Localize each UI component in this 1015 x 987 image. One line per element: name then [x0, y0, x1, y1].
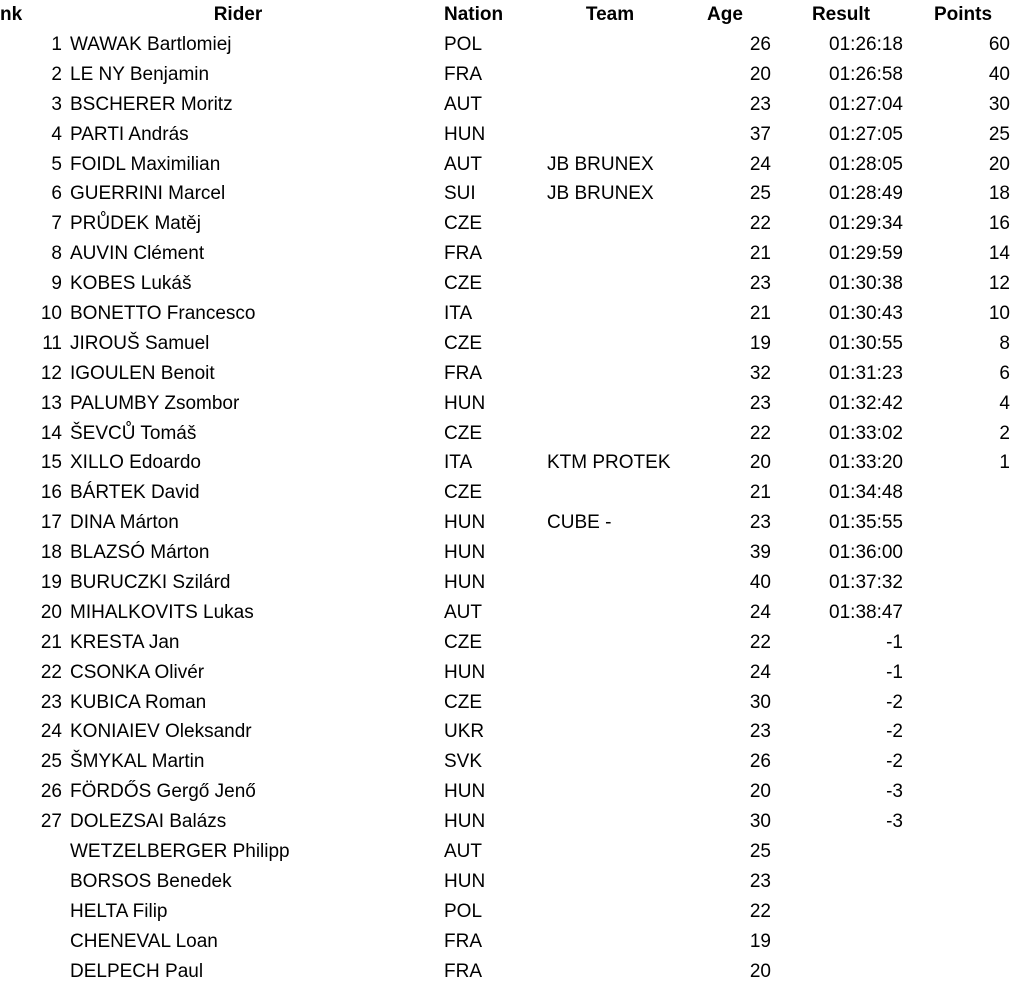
- age-cell: 26: [749, 751, 771, 773]
- rider-cell: KOBES Lukáš: [70, 273, 192, 295]
- rank-cell: 3: [51, 93, 62, 115]
- rider-cell: BLAZSÓ Márton: [70, 542, 210, 564]
- rank-cell: [0, 897, 62, 927]
- rank-cell: 8: [51, 243, 62, 265]
- nation-cell: HUN: [444, 870, 486, 892]
- rank-cell: 20: [40, 601, 62, 623]
- age-cell: 30: [749, 691, 771, 713]
- rider-cell: FOIDL Maximilian: [70, 153, 221, 175]
- team-cell: [547, 329, 707, 359]
- table-row: [0, 419, 1015, 449]
- rider-cell: XILLO Edoardo: [70, 452, 201, 474]
- points-cell: 1: [999, 452, 1010, 474]
- rider-cell: KONIAIEV Oleksandr: [70, 721, 252, 743]
- points-cell: [920, 628, 1010, 658]
- rider-cell: KRESTA Jan: [70, 631, 180, 653]
- rider-cell: MIHALKOVITS Lukas: [70, 601, 254, 623]
- results-table-body: [0, 30, 1015, 987]
- rank-cell: 19: [40, 572, 62, 594]
- rank-cell: 4: [51, 123, 62, 145]
- table-row: [0, 927, 1015, 957]
- rank-cell: 23: [40, 691, 62, 713]
- rider-cell: LE NY Benjamin: [70, 63, 210, 85]
- result-cell: 01:27:04: [829, 93, 903, 115]
- result-cell: -2: [886, 691, 903, 713]
- nation-cell: AUT: [444, 153, 482, 175]
- rider-cell: KUBICA Roman: [70, 691, 207, 713]
- team-cell: [547, 359, 707, 389]
- nation-cell: FRA: [444, 930, 482, 952]
- result-cell: 01:31:23: [829, 362, 903, 384]
- nation-cell: HUN: [444, 811, 486, 833]
- nation-cell: SUI: [444, 183, 476, 205]
- age-cell: 20: [749, 781, 771, 803]
- age-cell: 23: [749, 392, 771, 414]
- table-row: [0, 807, 1015, 837]
- points-cell: 30: [988, 93, 1010, 115]
- age-cell: 23: [749, 93, 771, 115]
- points-cell: [920, 897, 1010, 927]
- age-cell: 30: [749, 811, 771, 833]
- result-cell: -2: [886, 751, 903, 773]
- result-cell: [790, 897, 903, 927]
- rank-cell: 18: [40, 542, 62, 564]
- nation-cell: HUN: [444, 661, 486, 683]
- nation-cell: HUN: [444, 392, 486, 414]
- nation-cell: CZE: [444, 691, 482, 713]
- rider-cell: FÖRDŐS Gergő Jenő: [70, 781, 256, 803]
- table-row: [0, 478, 1015, 508]
- header-points: Points: [933, 4, 993, 25]
- nation-cell: AUT: [444, 601, 482, 623]
- points-cell: [920, 777, 1010, 807]
- points-cell: 8: [999, 332, 1010, 354]
- age-cell: 20: [749, 63, 771, 85]
- nation-cell: SVK: [444, 751, 483, 773]
- rider-cell: JIROUŠ Samuel: [70, 332, 210, 354]
- points-cell: [920, 807, 1010, 837]
- rider-cell: DOLEZSAI Balázs: [70, 811, 227, 833]
- points-cell: 16: [988, 213, 1010, 235]
- table-row: [0, 688, 1015, 718]
- nation-cell: ITA: [444, 452, 473, 474]
- rider-cell: HELTA Filip: [70, 900, 168, 922]
- points-cell: 20: [988, 153, 1010, 175]
- table-row: [0, 777, 1015, 807]
- result-cell: -3: [886, 781, 903, 803]
- age-cell: 25: [749, 841, 771, 863]
- age-cell: 37: [749, 123, 771, 145]
- age-cell: 20: [749, 452, 771, 474]
- team-cell: [547, 807, 707, 837]
- table-row: [0, 957, 1015, 987]
- age-cell: 21: [749, 303, 771, 325]
- rank-cell: [0, 867, 62, 897]
- header-nation: Nation: [444, 4, 504, 25]
- points-cell: 40: [988, 63, 1010, 85]
- points-cell: 2: [999, 422, 1010, 444]
- age-cell: 23: [749, 273, 771, 295]
- points-cell: [920, 598, 1010, 628]
- result-cell: [790, 837, 903, 867]
- team-cell: [547, 628, 707, 658]
- points-cell: [920, 538, 1010, 568]
- rank-cell: 27: [40, 811, 62, 833]
- rank-cell: 5: [51, 153, 62, 175]
- rank-cell: 9: [51, 273, 62, 295]
- points-cell: [920, 508, 1010, 538]
- table-row: [0, 179, 1015, 209]
- team-cell: CUBE -: [547, 512, 612, 534]
- rank-cell: 7: [51, 213, 62, 235]
- rank-cell: 25: [40, 751, 62, 773]
- points-cell: 25: [988, 123, 1010, 145]
- age-cell: 23: [749, 870, 771, 892]
- result-cell: 01:29:34: [829, 213, 903, 235]
- table-row: [0, 897, 1015, 927]
- result-cell: 01:33:20: [829, 452, 903, 474]
- rider-cell: PALUMBY Zsombor: [70, 392, 240, 414]
- table-row: [0, 329, 1015, 359]
- rank-cell: 14: [40, 422, 62, 444]
- points-cell: [920, 747, 1010, 777]
- team-cell: [547, 60, 707, 90]
- rank-cell: 26: [40, 781, 62, 803]
- rank-cell: 6: [51, 183, 62, 205]
- team-cell: [547, 389, 707, 419]
- result-cell: 01:34:48: [829, 482, 903, 504]
- table-row: [0, 60, 1015, 90]
- points-cell: [920, 688, 1010, 718]
- age-cell: 24: [749, 661, 771, 683]
- age-cell: 22: [749, 213, 771, 235]
- header-result: Result: [811, 4, 871, 25]
- team-cell: [547, 478, 707, 508]
- result-cell: 01:35:55: [829, 512, 903, 534]
- result-cell: -2: [886, 721, 903, 743]
- points-cell: 60: [988, 34, 1010, 55]
- rank-cell: 13: [40, 392, 62, 414]
- nation-cell: HUN: [444, 123, 486, 145]
- points-cell: 10: [988, 303, 1010, 325]
- rider-cell: ŠMYKAL Martin: [70, 751, 205, 773]
- age-cell: 39: [749, 542, 771, 564]
- team-cell: [547, 90, 707, 120]
- table-row: [0, 717, 1015, 747]
- table-row: [0, 150, 1015, 180]
- points-cell: 18: [988, 183, 1010, 205]
- result-cell: 01:30:55: [829, 332, 903, 354]
- table-row: [0, 299, 1015, 329]
- rank-cell: 21: [40, 631, 62, 653]
- points-cell: [920, 837, 1010, 867]
- nation-cell: POL: [444, 34, 483, 55]
- points-cell: 4: [999, 392, 1010, 414]
- rider-cell: IGOULEN Benoit: [70, 362, 215, 384]
- points-cell: [920, 927, 1010, 957]
- age-cell: 24: [749, 153, 771, 175]
- rider-cell: BSCHERER Moritz: [70, 93, 233, 115]
- rider-cell: WETZELBERGER Philipp: [70, 841, 290, 863]
- team-cell: [547, 269, 707, 299]
- team-cell: KTM PROTEK: [547, 452, 671, 474]
- rider-cell: GUERRINI Marcel: [70, 183, 226, 205]
- nation-cell: POL: [444, 900, 483, 922]
- points-cell: [920, 478, 1010, 508]
- points-cell: [920, 717, 1010, 747]
- points-cell: 6: [999, 362, 1010, 384]
- rider-cell: PARTI András: [70, 123, 189, 145]
- nation-cell: AUT: [444, 841, 482, 863]
- result-cell: 01:30:43: [829, 303, 903, 325]
- result-cell: 01:28:05: [829, 153, 903, 175]
- nation-cell: ITA: [444, 303, 473, 325]
- team-cell: [547, 777, 707, 807]
- team-cell: [547, 239, 707, 269]
- table-row: [0, 30, 1015, 60]
- header-rider: Rider: [213, 4, 263, 25]
- team-cell: [547, 688, 707, 718]
- nation-cell: CZE: [444, 631, 482, 653]
- rank-cell: [0, 927, 62, 957]
- rank-cell: [0, 837, 62, 867]
- result-cell: 01:36:00: [829, 542, 903, 564]
- table-row: [0, 598, 1015, 628]
- rank-cell: 16: [40, 482, 62, 504]
- result-cell: 01:28:49: [829, 183, 903, 205]
- rank-cell: 10: [40, 303, 62, 325]
- rider-cell: CSONKA Olivér: [70, 661, 205, 683]
- rider-cell: DELPECH Paul: [70, 960, 204, 982]
- points-cell: 14: [988, 243, 1010, 265]
- header-rank: nk: [0, 4, 23, 25]
- team-cell: [547, 897, 707, 927]
- team-cell: JB BRUNEX: [547, 183, 654, 205]
- nation-cell: HUN: [444, 512, 486, 534]
- age-cell: 26: [749, 34, 771, 55]
- table-row: [0, 120, 1015, 150]
- rider-cell: BORSOS Benedek: [70, 870, 232, 892]
- age-cell: 32: [749, 362, 771, 384]
- points-cell: 12: [988, 273, 1010, 295]
- age-cell: 22: [749, 422, 771, 444]
- result-cell: 01:32:42: [829, 392, 903, 414]
- rank-cell: 17: [40, 512, 62, 534]
- result-cell: [790, 927, 903, 957]
- result-cell: 01:37:32: [829, 572, 903, 594]
- nation-cell: FRA: [444, 243, 482, 265]
- result-cell: -1: [886, 661, 903, 683]
- table-row: [0, 90, 1015, 120]
- result-cell: [790, 867, 903, 897]
- team-cell: [547, 837, 707, 867]
- rank-cell: 12: [40, 362, 62, 384]
- rider-cell: PRŮDEK Matěj: [70, 213, 201, 235]
- age-cell: 23: [749, 721, 771, 743]
- result-cell: 01:30:38: [829, 273, 903, 295]
- rider-cell: WAWAK Bartlomiej: [70, 34, 232, 55]
- nation-cell: CZE: [444, 332, 482, 354]
- team-cell: [547, 30, 707, 60]
- age-cell: 19: [749, 930, 771, 952]
- team-cell: [547, 120, 707, 150]
- age-cell: 22: [749, 631, 771, 653]
- team-cell: [547, 957, 707, 987]
- table-row: [0, 389, 1015, 419]
- age-cell: 23: [749, 512, 771, 534]
- table-row: [0, 837, 1015, 867]
- result-cell: [790, 957, 903, 987]
- team-cell: [547, 568, 707, 598]
- age-cell: 40: [749, 572, 771, 594]
- team-cell: [547, 538, 707, 568]
- age-cell: 20: [749, 960, 771, 982]
- result-cell: 01:26:18: [829, 34, 903, 55]
- rank-cell: [0, 957, 62, 987]
- team-cell: [547, 658, 707, 688]
- team-cell: [547, 419, 707, 449]
- rider-cell: DINA Márton: [70, 512, 179, 534]
- team-cell: JB BRUNEX: [547, 153, 654, 175]
- rider-cell: BURUCZKI Szilárd: [70, 572, 231, 594]
- rank-cell: 24: [40, 721, 62, 743]
- nation-cell: HUN: [444, 542, 486, 564]
- team-cell: [547, 209, 707, 239]
- rank-cell: 2: [51, 63, 62, 85]
- rider-cell: BÁRTEK David: [70, 482, 200, 504]
- points-cell: [920, 658, 1010, 688]
- nation-cell: AUT: [444, 93, 482, 115]
- age-cell: 19: [749, 332, 771, 354]
- age-cell: 25: [749, 183, 771, 205]
- team-cell: [547, 299, 707, 329]
- header-age: Age: [707, 4, 743, 25]
- result-cell: 01:33:02: [829, 422, 903, 444]
- table-row: [0, 239, 1015, 269]
- rank-cell: 15: [40, 452, 62, 474]
- nation-cell: HUN: [444, 572, 486, 594]
- team-cell: [547, 867, 707, 897]
- header-team: Team: [585, 4, 635, 25]
- nation-cell: CZE: [444, 213, 482, 235]
- table-row: [0, 538, 1015, 568]
- result-cell: 01:29:59: [829, 243, 903, 265]
- result-cell: -1: [886, 631, 903, 653]
- result-cell: -3: [886, 811, 903, 833]
- nation-cell: FRA: [444, 362, 482, 384]
- points-cell: [920, 957, 1010, 987]
- rider-cell: CHENEVAL Loan: [70, 930, 218, 952]
- nation-cell: UKR: [444, 721, 485, 743]
- age-cell: 21: [749, 243, 771, 265]
- age-cell: 22: [749, 900, 771, 922]
- team-cell: [547, 598, 707, 628]
- table-row: [0, 448, 1015, 478]
- table-row: [0, 359, 1015, 389]
- nation-cell: FRA: [444, 63, 482, 85]
- rank-cell: 11: [42, 332, 62, 354]
- result-cell: 01:27:05: [829, 123, 903, 145]
- rider-cell: AUVIN Clément: [70, 243, 205, 265]
- points-cell: [920, 568, 1010, 598]
- team-cell: [547, 927, 707, 957]
- result-cell: 01:26:58: [829, 63, 903, 85]
- table-row: [0, 508, 1015, 538]
- rider-cell: ŠEVCŮ Tomáš: [70, 422, 197, 444]
- table-row: [0, 568, 1015, 598]
- table-row: [0, 628, 1015, 658]
- points-cell: [920, 867, 1010, 897]
- table-row: [0, 867, 1015, 897]
- age-cell: 24: [749, 601, 771, 623]
- nation-cell: CZE: [444, 273, 482, 295]
- age-cell: 21: [749, 482, 771, 504]
- team-cell: [547, 747, 707, 777]
- rider-cell: BONETTO Francesco: [70, 303, 256, 325]
- nation-cell: CZE: [444, 422, 482, 444]
- table-row: [0, 747, 1015, 777]
- result-cell: 01:38:47: [829, 601, 903, 623]
- nation-cell: FRA: [444, 960, 482, 982]
- rank-cell: 22: [40, 661, 62, 683]
- team-cell: [547, 717, 707, 747]
- nation-cell: HUN: [444, 781, 486, 803]
- nation-cell: CZE: [444, 482, 482, 504]
- rank-cell: 1: [51, 34, 62, 55]
- table-row: [0, 658, 1015, 688]
- table-row: [0, 269, 1015, 299]
- table-row: [0, 209, 1015, 239]
